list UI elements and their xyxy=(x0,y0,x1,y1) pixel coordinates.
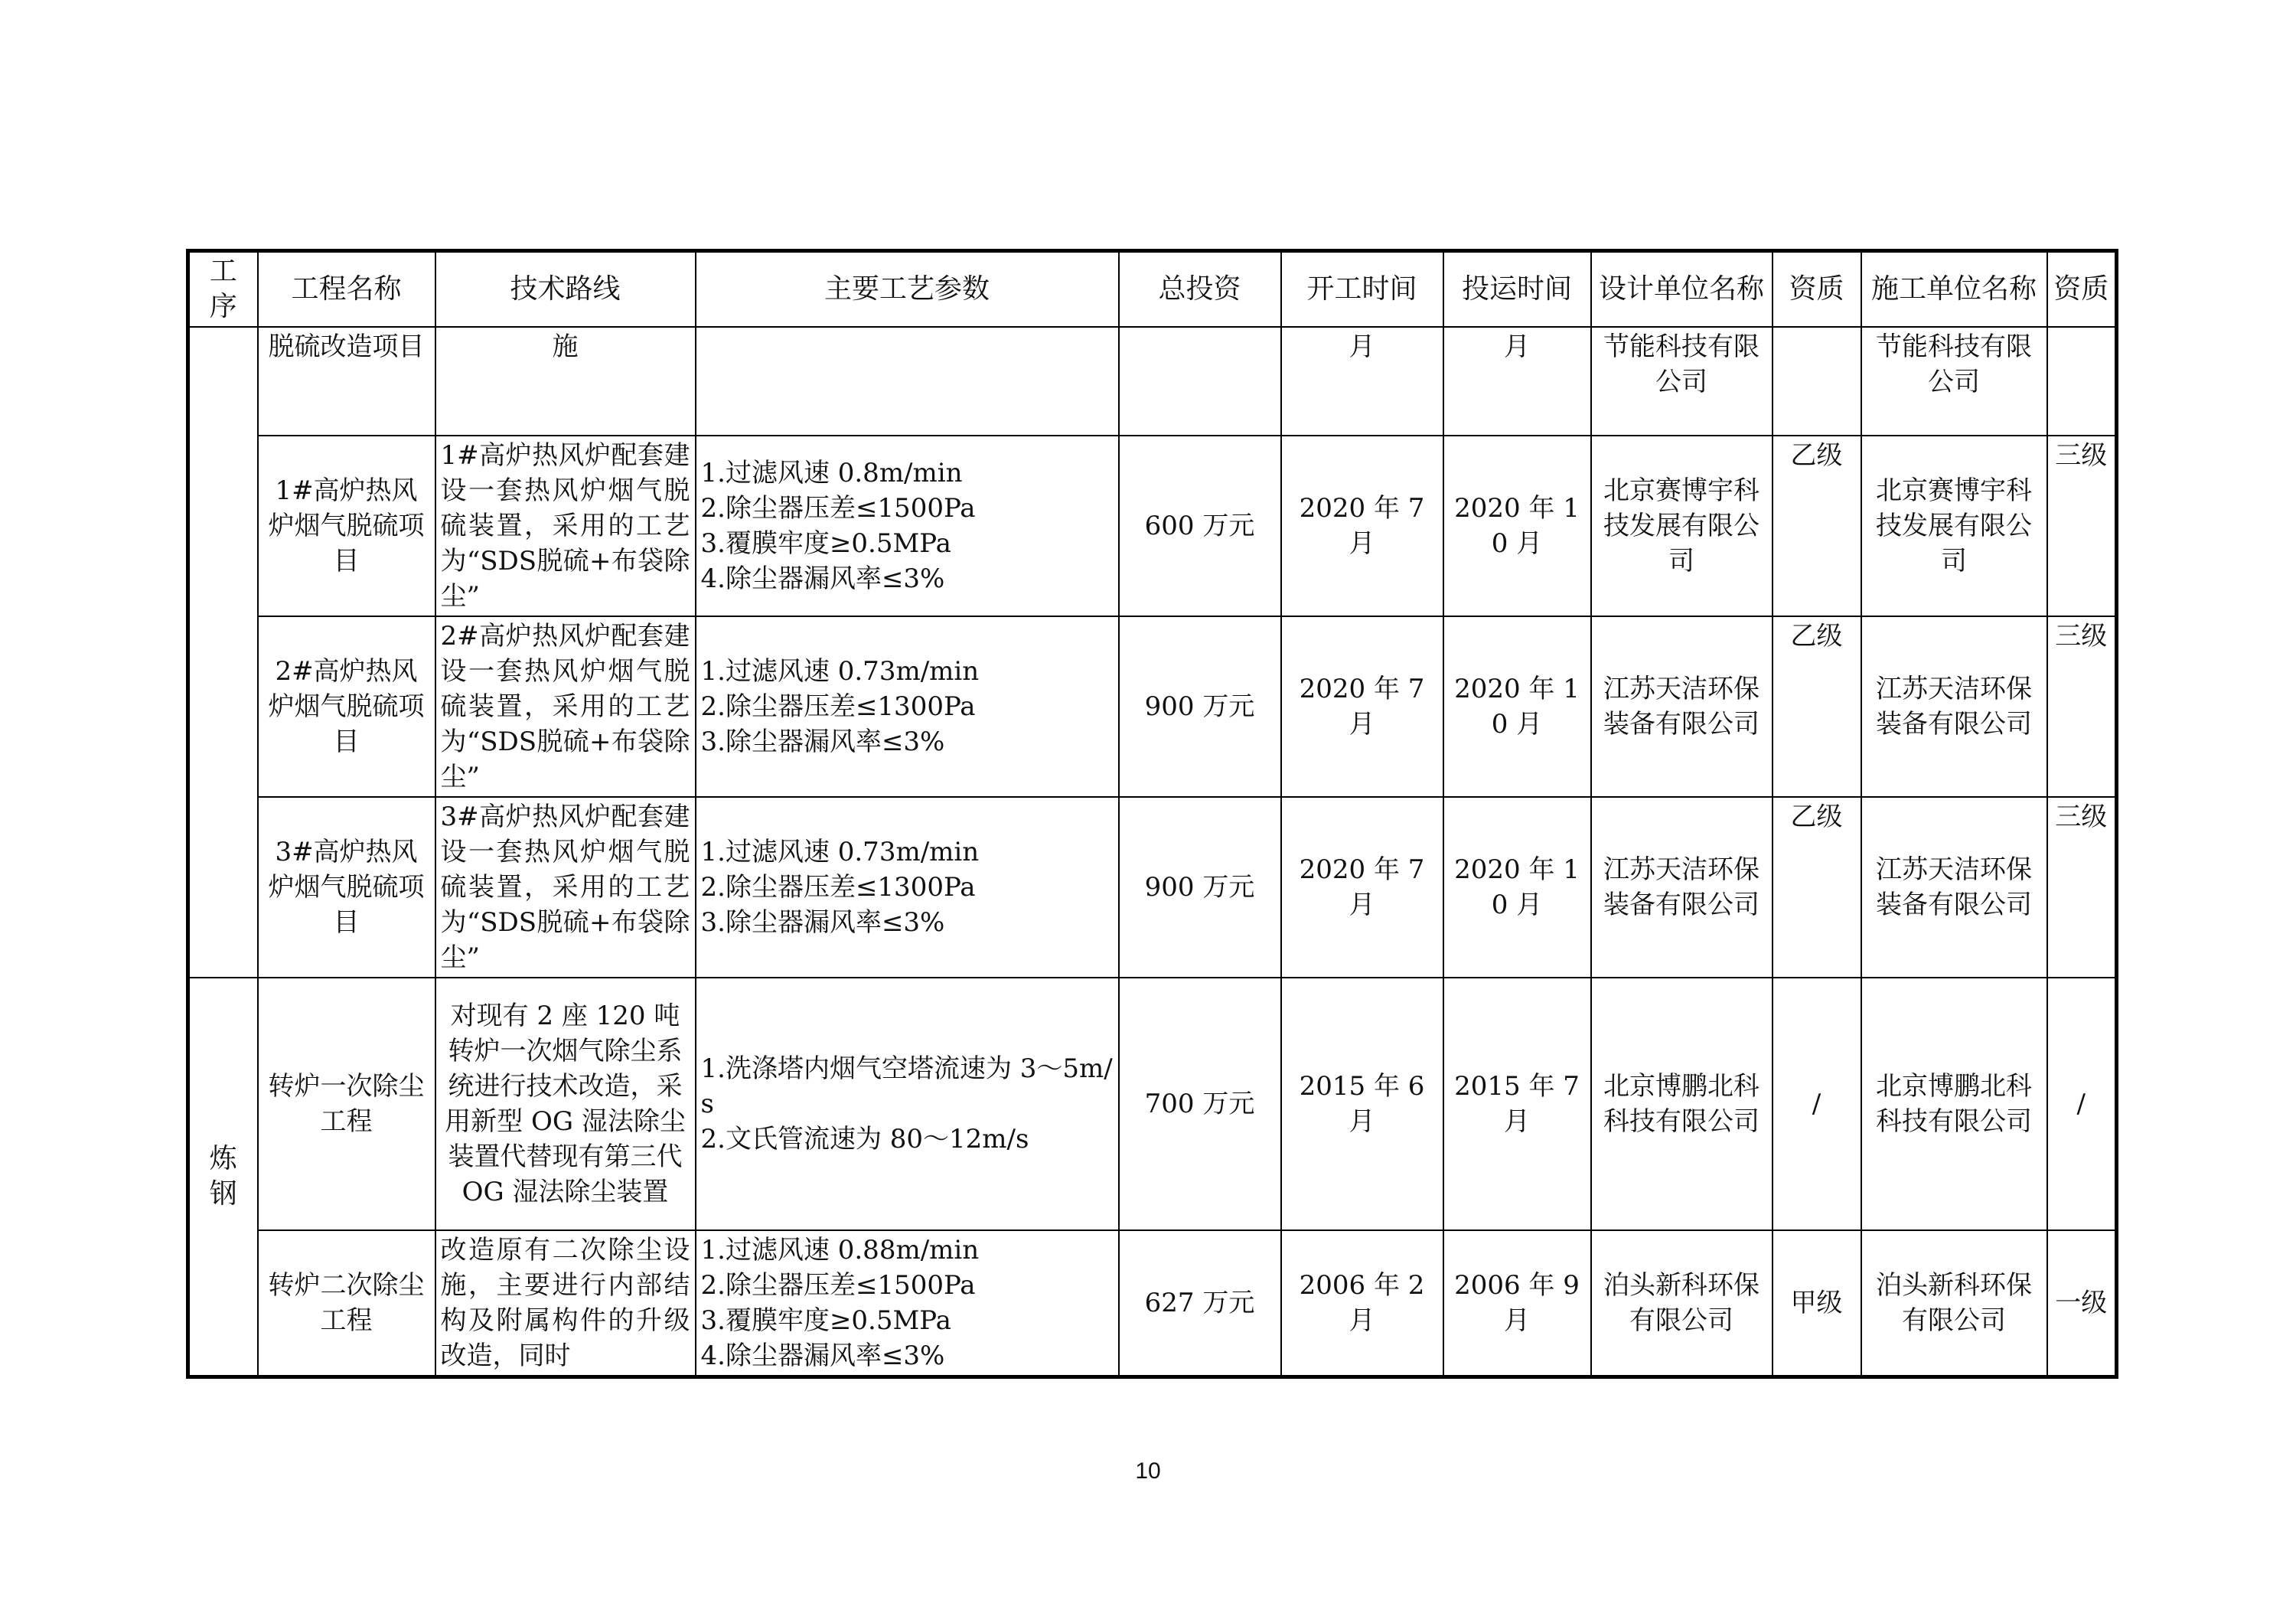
designer-cell: 泊头新科环保有限公司 xyxy=(1591,1230,1773,1377)
header-params: 主要工艺参数 xyxy=(696,251,1119,328)
start-time-cell: 2020 年 7 月 xyxy=(1281,436,1443,616)
start-time-cell: 2006 年 2 月 xyxy=(1281,1230,1443,1377)
tech-route-cell: 3#高炉热风炉配套建设一套热风炉烟气脱硫装置，采用的工艺为“SDS脱硫+布袋除尘” xyxy=(435,797,696,978)
builder-grade-cell: 一级 xyxy=(2047,1230,2117,1377)
investment-cell: 900 万元 xyxy=(1119,616,1281,797)
project-table xyxy=(186,249,2118,1379)
designer-cell: 北京博鹏北科科技有限公司 xyxy=(1591,978,1773,1230)
builder-grade-cell: 三级 xyxy=(2047,616,2117,797)
tech-route-cell: 改造原有二次除尘设施，主要进行内部结构及附属构件的升级改造，同时 xyxy=(435,1230,696,1377)
builder-cell: 北京博鹏北科科技有限公司 xyxy=(1861,978,2047,1230)
designer-grade-cell: 乙级 xyxy=(1773,436,1861,616)
params-cell: 1.洗涤塔内烟气空塔流速为 3～5m/s 2.文氏管流速为 80～12m/s xyxy=(696,978,1119,1230)
operation-time-cell: 2020 年 10 月 xyxy=(1443,797,1591,978)
builder-grade-cell: / xyxy=(2047,978,2117,1230)
params-cell: 1.过滤风速 0.73m/min 2.除尘器压差≤1300Pa 3.除尘器漏风率≤3% xyxy=(696,616,1119,797)
investment-cell: 900 万元 xyxy=(1119,797,1281,978)
project-name-cell: 2#高炉热风炉烟气脱硫项目 xyxy=(258,616,435,797)
operation-time-cell: 月 xyxy=(1443,327,1591,436)
table-row xyxy=(188,978,2117,1230)
header-section: 工序 xyxy=(188,251,258,328)
designer-cell: 节能科技有限公司 xyxy=(1591,327,1773,436)
designer-grade-cell: 乙级 xyxy=(1773,616,1861,797)
start-time-cell: 2020 年 7 月 xyxy=(1281,797,1443,978)
header-builder: 施工单位名称 xyxy=(1861,251,2047,328)
params-cell: 1.过滤风速 0.8m/min 2.除尘器压差≤1500Pa 3.覆膜牢度≥0.5MPa 4.除尘器漏风率≤3% xyxy=(696,436,1119,616)
header-investment: 总投资 xyxy=(1119,251,1281,328)
start-time-cell: 2020 年 7 月 xyxy=(1281,616,1443,797)
project-name-cell: 1#高炉热风炉烟气脱硫项目 xyxy=(258,436,435,616)
builder-cell: 泊头新科环保有限公司 xyxy=(1861,1230,2047,1377)
project-name-cell: 3#高炉热风炉烟气脱硫项目 xyxy=(258,797,435,978)
designer-grade-cell: 乙级 xyxy=(1773,797,1861,978)
params-cell: 1.过滤风速 0.73m/min 2.除尘器压差≤1300Pa 3.除尘器漏风率≤3% xyxy=(696,797,1119,978)
operation-time-cell: 2006 年 9 月 xyxy=(1443,1230,1591,1377)
start-time-cell: 2015 年 6 月 xyxy=(1281,978,1443,1230)
header-start-time: 开工时间 xyxy=(1281,251,1443,328)
investment-cell xyxy=(1119,327,1281,436)
project-name-cell: 脱硫改造项目 xyxy=(258,327,435,436)
params-cell: 1.过滤风速 0.88m/min 2.除尘器压差≤1500Pa 3.覆膜牢度≥0.5MPa 4.除尘器漏风率≤3% xyxy=(696,1230,1119,1377)
params-cell xyxy=(696,327,1119,436)
investment-cell: 600 万元 xyxy=(1119,436,1281,616)
header-project-name: 工程名称 xyxy=(258,251,435,328)
tech-route-cell: 对现有 2 座 120 吨转炉一次烟气除尘系统进行技术改造，采用新型 OG 湿法除尘装置代替现有第三代 OG 湿法除尘装置 xyxy=(435,978,696,1230)
tech-route-cell: 施 xyxy=(435,327,696,436)
start-time-cell: 月 xyxy=(1281,327,1443,436)
operation-time-cell: 2020 年 10 月 xyxy=(1443,616,1591,797)
tech-route-cell: 1#高炉热风炉配套建设一套热风炉烟气脱硫装置，采用的工艺为“SDS脱硫+布袋除尘” xyxy=(435,436,696,616)
designer-cell: 北京赛博宇科技发展有限公司 xyxy=(1591,436,1773,616)
builder-cell: 节能科技有限公司 xyxy=(1861,327,2047,436)
builder-cell: 江苏天洁环保装备有限公司 xyxy=(1861,797,2047,978)
operation-time-cell: 2015 年 7 月 xyxy=(1443,978,1591,1230)
builder-grade-cell: 三级 xyxy=(2047,436,2117,616)
section-cell xyxy=(188,327,258,978)
operation-time-cell: 2020 年 10 月 xyxy=(1443,436,1591,616)
builder-grade-cell: 三级 xyxy=(2047,797,2117,978)
investment-cell: 700 万元 xyxy=(1119,978,1281,1230)
header-tech-route: 技术路线 xyxy=(435,251,696,328)
builder-cell: 江苏天洁环保装备有限公司 xyxy=(1861,616,2047,797)
designer-cell: 江苏天洁环保装备有限公司 xyxy=(1591,616,1773,797)
header-row xyxy=(188,251,2117,328)
designer-grade-cell xyxy=(1773,327,1861,436)
designer-grade-cell: 甲级 xyxy=(1773,1230,1861,1377)
table-row xyxy=(188,436,2117,616)
builder-grade-cell xyxy=(2047,327,2117,436)
designer-grade-cell: / xyxy=(1773,978,1861,1230)
designer-cell: 江苏天洁环保装备有限公司 xyxy=(1591,797,1773,978)
header-builder-grade: 资质 xyxy=(2047,251,2117,328)
table-row xyxy=(188,797,2117,978)
header-operation-time: 投运时间 xyxy=(1443,251,1591,328)
header-designer: 设计单位名称 xyxy=(1591,251,1773,328)
builder-cell: 北京赛博宇科技发展有限公司 xyxy=(1861,436,2047,616)
section-cell-steelmaking: 炼钢 xyxy=(188,978,258,1377)
investment-cell: 627 万元 xyxy=(1119,1230,1281,1377)
table-row xyxy=(188,616,2117,797)
tech-route-cell: 2#高炉热风炉配套建设一套热风炉烟气脱硫装置，采用的工艺为“SDS脱硫+布袋除尘” xyxy=(435,616,696,797)
project-name-cell: 转炉二次除尘工程 xyxy=(258,1230,435,1377)
header-designer-grade: 资质 xyxy=(1773,251,1861,328)
project-name-cell: 转炉一次除尘工程 xyxy=(258,978,435,1230)
table-row xyxy=(188,1230,2117,1377)
table-row xyxy=(188,327,2117,436)
page-number: 10 xyxy=(1135,1458,1161,1484)
